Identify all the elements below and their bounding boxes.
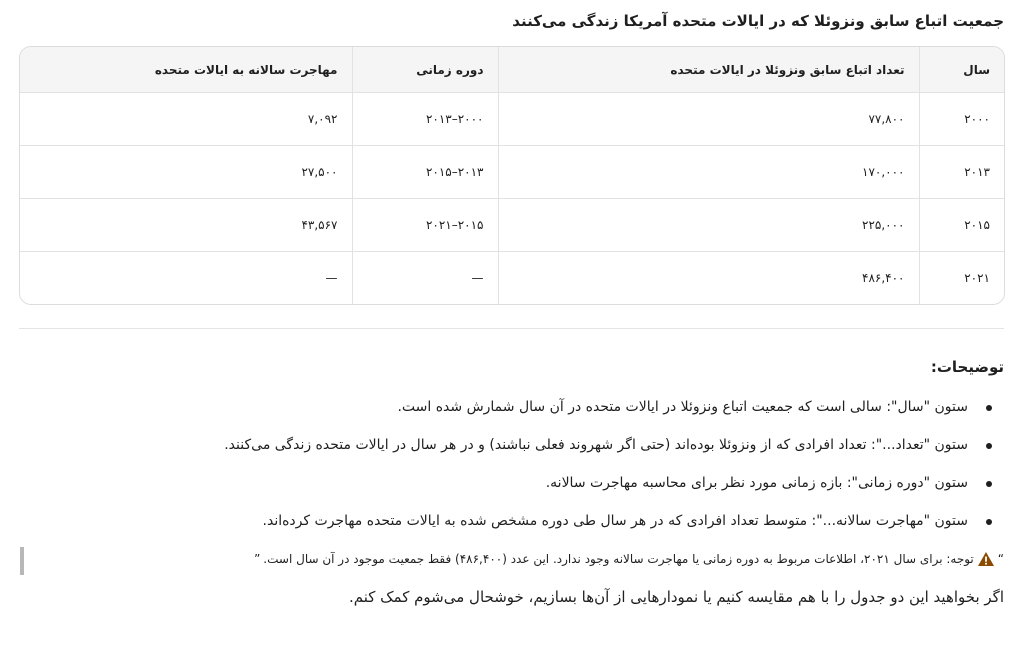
bullet-icon bbox=[986, 481, 992, 487]
cell-year: ۲۰۱۵ bbox=[919, 199, 1004, 252]
cell-annual: — bbox=[20, 252, 352, 305]
header-period: دوره زمانی bbox=[352, 47, 498, 93]
open-quote-mark: “ bbox=[997, 552, 1004, 566]
cell-period: ۲۰۰۰–۲۰۱۳ bbox=[352, 93, 498, 146]
list-item bbox=[20, 430, 1004, 468]
close-quote-mark: ” bbox=[254, 552, 261, 566]
list-item bbox=[20, 392, 1004, 430]
cell-period: ۲۰۱۵–۲۰۲۱ bbox=[352, 199, 498, 252]
table-row bbox=[20, 146, 1004, 199]
cell-period: ۲۰۱۳–۲۰۱۵ bbox=[352, 146, 498, 199]
table-row bbox=[20, 93, 1004, 146]
header-year: سال bbox=[919, 47, 1004, 93]
bullet-icon bbox=[986, 405, 992, 411]
closing-text: اگر بخواهید این دو جدول را با هم مقایسه کنیم یا نمودارهایی از آن‌ها بسازیم، خوشحال می‌شوم کمک کنم. bbox=[348, 588, 1004, 606]
table-row bbox=[20, 199, 1004, 252]
blockquote-bar bbox=[20, 547, 24, 575]
data-table bbox=[20, 47, 1004, 304]
bullet-icon bbox=[986, 443, 992, 449]
table-row bbox=[20, 252, 1004, 305]
list-item-text: ستون "مهاجرت سالانه...": متوسط تعداد افرادی که در هر سال طی دوره مشخص شده به ایالات متحده مهاجرت کرده‌اند. bbox=[262, 513, 968, 529]
cell-year: ۲۰۱۳ bbox=[919, 146, 1004, 199]
header-annual: مهاجرت سالانه به ایالات متحده bbox=[20, 47, 352, 93]
cell-count: ۲۲۵,۰۰۰ bbox=[498, 199, 919, 252]
cell-count: ۷۷,۸۰۰ bbox=[498, 93, 919, 146]
list-item-text: ستون "تعداد...": تعداد افرادی که از ونزوئلا بوده‌اند (حتی اگر شهروند فعلی نباشند) و در هر سال در ایالات متحده زندگی می‌کنند. bbox=[224, 437, 968, 453]
table-header-row bbox=[20, 47, 1004, 93]
cell-annual: ۲۷,۵۰۰ bbox=[20, 146, 352, 199]
blockquote-content bbox=[254, 551, 1004, 567]
bullet-icon bbox=[986, 519, 992, 525]
warning-icon bbox=[977, 551, 995, 567]
list-item bbox=[20, 468, 1004, 506]
cell-count: ۱۷۰,۰۰۰ bbox=[498, 146, 919, 199]
blockquote-note bbox=[20, 547, 1004, 575]
notes-title: توضیحات: bbox=[930, 358, 1004, 376]
notes-list bbox=[20, 392, 1004, 544]
horizontal-divider bbox=[19, 328, 1004, 329]
blockquote-text: توجه: برای سال ۲۰۲۱، اطلاعات مربوط به دوره زمانی یا مهاجرت سالانه وجود ندارد. این عدد (۴۸۶,۴۰۰) فقط جمعیت موجود در آن سال است. bbox=[263, 552, 974, 566]
cell-annual: ۷,۰۹۲ bbox=[20, 93, 352, 146]
cell-year: ۲۰۲۱ bbox=[919, 252, 1004, 305]
list-item-text: ستون "سال": سالی است که جمعیت اتباع ونزوئلا در ایالات متحده در آن سال شمارش شده است. bbox=[397, 399, 968, 415]
list-item-text: ستون "دوره زمانی": بازه زمانی مورد نظر برای محاسبه مهاجرت سالانه. bbox=[545, 475, 968, 491]
header-count: تعداد اتباع سابق ونزوئلا در ایالات متحده bbox=[498, 47, 919, 93]
list-item bbox=[20, 506, 1004, 544]
data-table-container bbox=[19, 46, 1005, 305]
cell-year: ۲۰۰۰ bbox=[919, 93, 1004, 146]
cell-count: ۴۸۶,۴۰۰ bbox=[498, 252, 919, 305]
cell-annual: ۴۳,۵۶۷ bbox=[20, 199, 352, 252]
cell-period: — bbox=[352, 252, 498, 305]
table-heading: جمعیت اتباع سابق ونزوئلا که در ایالات متحده آمریکا زندگی می‌کنند bbox=[512, 12, 1004, 30]
